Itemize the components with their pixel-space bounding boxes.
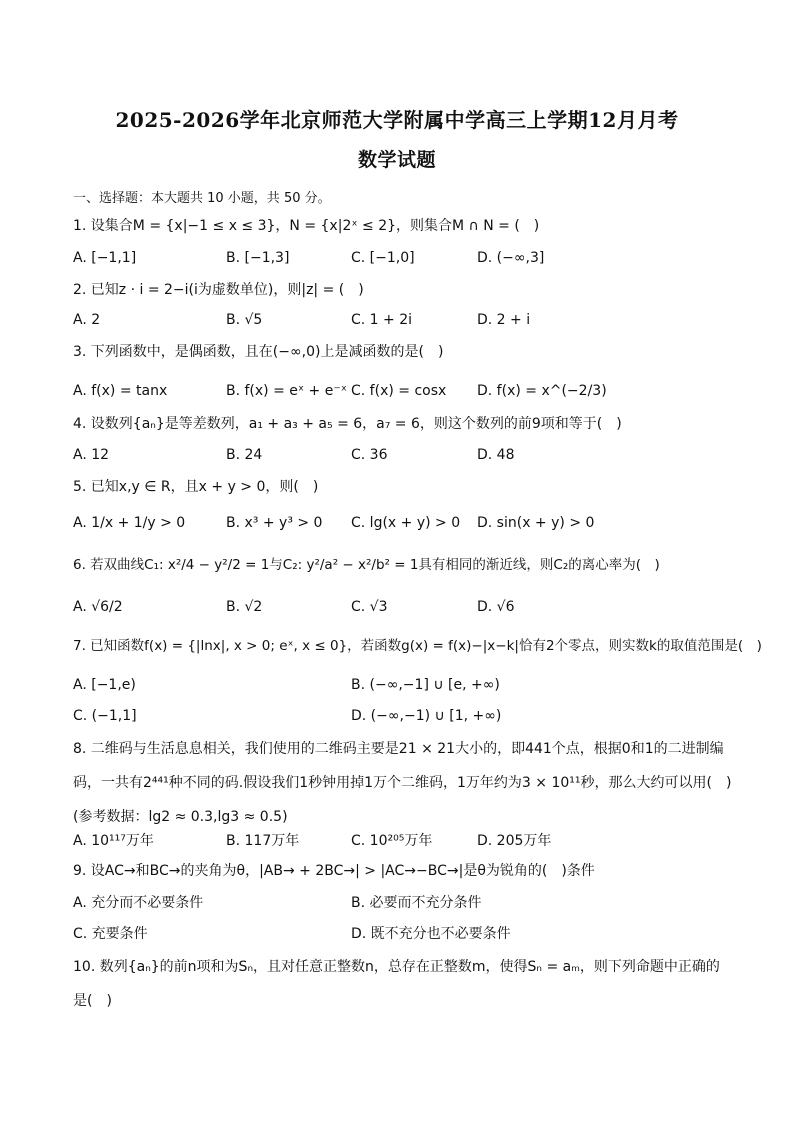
question-7-stem: 7. 已知函数f(x) = {|lnx|, x > 0; eˣ, x ≤ 0}，若函数g(x) = f(x)−|x−k|恰有2个零点，则实数k的取值范围是( ) <box>73 638 762 654</box>
question-7-options-row2 <box>73 705 733 727</box>
question-8-options <box>73 830 733 852</box>
question-1-stem: 1. 设集合M = {x|−1 ≤ x ≤ 3}，N = {x|2ˣ ≤ 2}，则集合M ∩ N = ( ) <box>73 218 540 234</box>
q1-option-c[interactable]: C. [−1,0] <box>351 250 415 266</box>
question-3-options <box>73 380 733 402</box>
question-9-options-row1 <box>73 892 733 914</box>
q5-option-a[interactable]: A. 1/x + 1/y > 0 <box>73 515 186 531</box>
question-9-options-row2 <box>73 923 733 945</box>
question-6-stem: 6. 若双曲线C₁: x²/4 − y²/2 = 1与C₂: y²/a² − x²/b² = 1具有相同的渐近线，则C₂的离心率为( ) <box>73 557 660 573</box>
q4-option-b[interactable]: B. 24 <box>226 447 263 463</box>
q1-option-b[interactable]: B. [−1,3] <box>226 250 290 266</box>
exam-subtitle: 数学试题 <box>357 149 436 171</box>
question-9-stem: 9. 设AC→和BC→的夹角为θ，|AB→ + 2BC→| > |AC→−BC→|是θ为锐角的( )条件 <box>73 863 595 879</box>
q7-option-c[interactable]: C. (−1,1] <box>73 708 137 724</box>
q6-option-a[interactable]: A. √6/2 <box>73 599 123 615</box>
question-8-stem: 8. 二维码与生活息息相关，我们使用的二维码主要是21 × 21大小的，即441个点，根据0和1的二进制编码，一共有2⁴⁴¹种不同的码.假设我们1秒钟用掉1万个二维码，1万年约为3 × 10¹¹秒，那么大约可以用( )(参考数据：lg2 ≈ 0.3,lg3 ≈ 0.5) <box>73 741 732 825</box>
q1-option-a[interactable]: A. [−1,1] <box>73 250 137 266</box>
q6-option-b[interactable]: B. √2 <box>226 599 263 615</box>
q4-option-c[interactable]: C. 36 <box>351 447 388 463</box>
question-4-options <box>73 444 733 466</box>
q9-option-b[interactable]: B. 必要而不充分条件 <box>351 895 482 911</box>
question-7-options-row1 <box>73 674 733 696</box>
q6-option-c[interactable]: C. √3 <box>351 599 388 615</box>
q2-option-a[interactable]: A. 2 <box>73 312 101 328</box>
q6-option-d[interactable]: D. √6 <box>477 599 515 615</box>
q7-option-a[interactable]: A. [−1,e) <box>73 677 136 693</box>
question-6-options <box>73 596 733 618</box>
question-2-options <box>73 309 733 331</box>
q2-option-b[interactable]: B. √5 <box>226 312 263 328</box>
question-4-stem: 4. 设数列{aₙ}是等差数列，a₁ + a₃ + a₅ = 6，a₇ = 6，则这个数列的前9项和等于( ) <box>73 416 622 432</box>
question-3-stem: 3. 下列函数中，是偶函数，且在(−∞,0)上是减函数的是( ) <box>73 344 444 360</box>
q5-option-d[interactable]: D. sin(x + y) > 0 <box>477 515 595 531</box>
q4-option-a[interactable]: A. 12 <box>73 447 110 463</box>
q8-option-b[interactable]: B. 117万年 <box>226 833 300 849</box>
q9-option-a[interactable]: A. 充分而不必要条件 <box>73 895 204 911</box>
question-10-stem: 10. 数列{aₙ}的前n项和为Sₙ，且对任意正整数n，总存在正整数m，使得Sₙ = aₘ，则下列命题中正确的是( ) <box>73 959 720 1009</box>
q7-option-d[interactable]: D. (−∞,−1) ∪ [1, +∞) <box>351 708 502 724</box>
q8-option-a[interactable]: A. 10¹¹⁷万年 <box>73 833 154 849</box>
q1-option-d[interactable]: D. (−∞,3] <box>477 250 545 266</box>
q8-option-c[interactable]: C. 10²⁰⁵万年 <box>351 833 433 849</box>
q8-option-d[interactable]: D. 205万年 <box>477 833 552 849</box>
question-5-stem: 5. 已知x,y ∈ R，且x + y > 0，则( ) <box>73 479 319 495</box>
question-1-options <box>73 247 733 269</box>
q9-option-d[interactable]: D. 既不充分也不必要条件 <box>351 926 511 942</box>
section-heading: 一、选择题：本大题共 10 小题，共 50 分。 <box>73 191 331 206</box>
q7-option-b[interactable]: B. (−∞,−1] ∪ [e, +∞) <box>351 677 500 693</box>
question-5-options <box>73 512 733 534</box>
q2-option-c[interactable]: C. 1 + 2i <box>351 312 413 328</box>
q2-option-d[interactable]: D. 2 + i <box>477 312 531 328</box>
q3-option-c[interactable]: C. f(x) = cosx <box>351 383 447 399</box>
q3-option-a[interactable]: A. f(x) = tanx <box>73 383 168 399</box>
exam-title: 2025-2026学年北京师范大学附属中学高三上学期12月月考 <box>115 108 679 132</box>
q5-option-b[interactable]: B. x³ + y³ > 0 <box>226 515 323 531</box>
question-2-stem: 2. 已知z · i = 2−i(i为虚数单位)，则|z| = ( ) <box>73 282 364 298</box>
q3-option-d[interactable]: D. f(x) = x^(−2/3) <box>477 383 607 399</box>
q5-option-c[interactable]: C. lg(x + y) > 0 <box>351 515 461 531</box>
q3-option-b[interactable]: B. f(x) = eˣ + e⁻ˣ <box>226 383 347 399</box>
q9-option-c[interactable]: C. 充要条件 <box>73 926 148 942</box>
q4-option-d[interactable]: D. 48 <box>477 447 515 463</box>
